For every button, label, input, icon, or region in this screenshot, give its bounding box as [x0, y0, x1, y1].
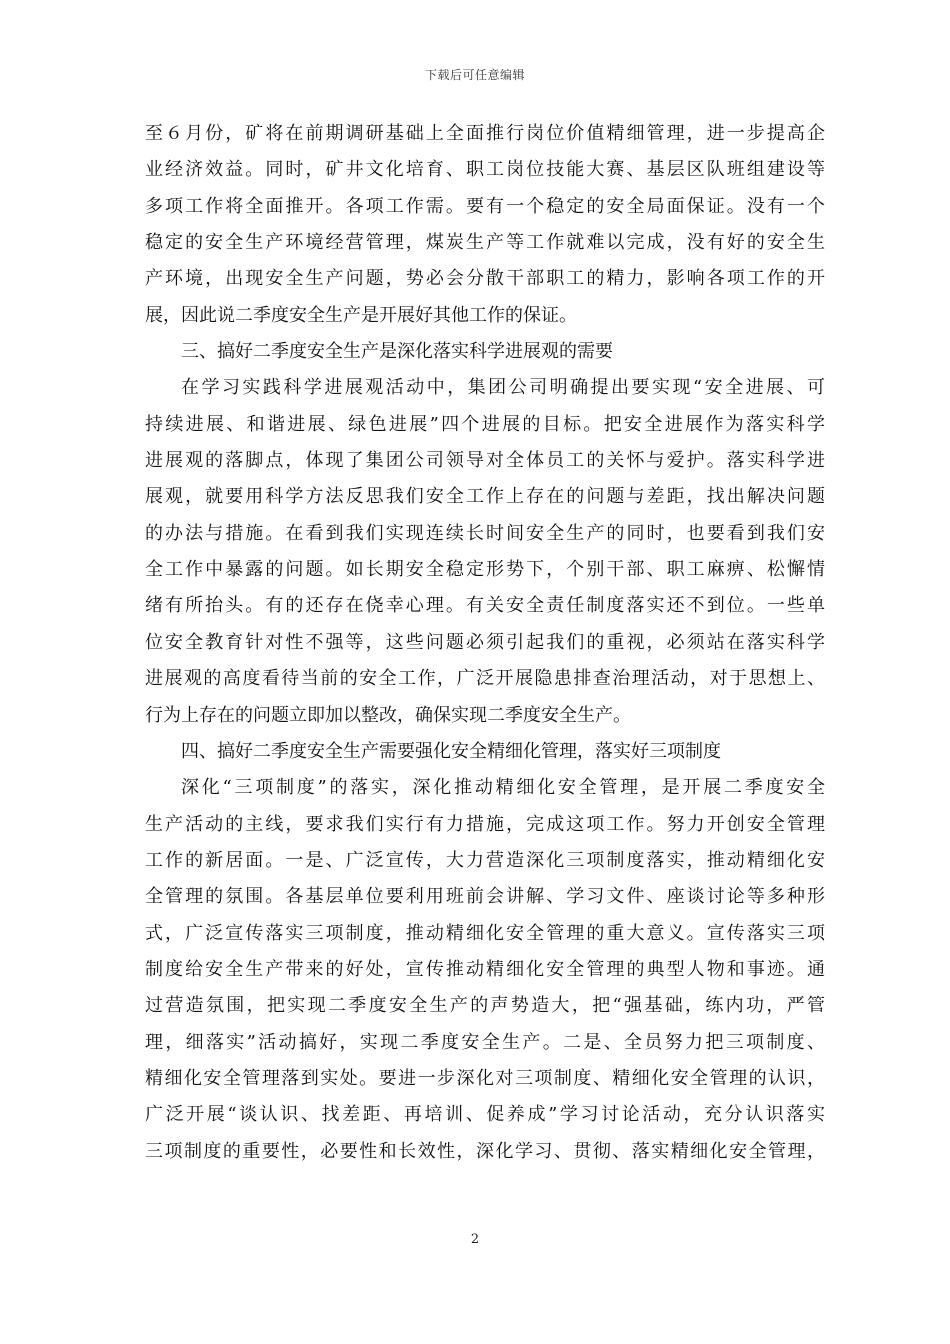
- text-line: 业经济效益。同时，矿井文化培育、职工岗位技能大赛、基层区队班组建设等: [145, 159, 825, 181]
- text-line: 的办法与措施。在看到我们实现连续长时间安全生产的同时，也要看到我们安: [145, 522, 825, 544]
- text-line: 工作的新居面。一是、广泛宣传，大力营造深化三项制度落实，推动精细化安: [145, 849, 825, 871]
- text-line: 展观，就要用科学方法反思我们安全工作上存在的问题与差距，找出解决问题: [145, 486, 825, 508]
- text-line: 在学习实践科学进展观活动中，集团公司明确提出要实现“安全进展、可: [181, 377, 825, 399]
- text-line: 深化“三项制度”的落实，深化推动精细化安全管理，是开展二季度安全: [181, 777, 825, 799]
- text-line: 全管理的氛围。各基层单位要利用班前会讲解、学习文件、座谈讨论等多种形: [145, 886, 825, 908]
- text-line: 展，因此说二季度安全生产是开展好其他工作的保证。: [145, 304, 577, 326]
- text-line: 进展观的高度看待当前的安全工作，广泛开展隐患排查治理活动，对于思想上、: [145, 668, 825, 690]
- text-line: 三项制度的重要性，必要性和长效性，深化学习、贯彻、落实精细化安全管理，: [145, 1140, 825, 1162]
- page-header-note: 下载后可任意编辑: [424, 68, 525, 82]
- text-line: 稳定的安全生产环境经营管理，煤炭生产等工作就难以完成，没有好的安全生: [145, 232, 825, 254]
- text-line: 至６月份，矿将在前期调研基础上全面推行岗位价值精细管理，进一步提高企: [145, 123, 825, 144]
- section-heading: 三、搞好二季度安全生产是深化落实科学进展观的需要: [181, 341, 613, 363]
- text-line: 过营造氛围，把实现二季度安全生产的声势造大，把“强基础，练内功，严管: [145, 995, 825, 1017]
- paragraph: [145, 116, 825, 334]
- text-line: 广泛开展“谈认识、找差距、再培训、促养成”学习讨论活动，充分认识落实: [145, 1104, 825, 1126]
- text-line: 理，细落实”活动搞好，实现二季度安全生产。二是、全员努力把三项制度、: [145, 1031, 825, 1053]
- text-line: 产环境，出现安全生产问题，势必会分散干部职工的精力，影响各项工作的开: [145, 268, 825, 290]
- text-line: 精细化安全管理落到实处。要进一步深化对三项制度、精细化安全管理的认识，: [145, 1067, 825, 1089]
- text-line: 多项工作将全面推开。各项工作需。要有一个稳定的安全局面保证。没有一个: [145, 195, 825, 217]
- document-body: [145, 116, 825, 1170]
- text-line: 绪有所抬头。有的还存在侥幸心理。有关安全责任制度落实还不到位。一些单: [145, 595, 825, 617]
- text-line: 全工作中暴露的问题。如长期安全稳定形势下，个别干部、职工麻痹、松懈情: [145, 559, 825, 581]
- page-number: 2: [470, 1232, 480, 1247]
- text-line: 位安全教育针对性不强等，这些问题必须引起我们的重视，必须站在落实科学: [145, 631, 825, 653]
- text-line: 制度给安全生产带来的好处，宣传推动精细化安全管理的典型人物和事迹。通: [145, 958, 825, 980]
- text-line: 持续进展、和谐进展、绿色进展”四个进展的目标。把安全进展作为落实科学: [145, 413, 825, 435]
- section-heading: 四、搞好二季度安全生产需要强化安全精细化管理，落实好三项制度: [181, 740, 721, 762]
- paragraph: [145, 370, 825, 733]
- text-line: 行为上存在的问题立即加以整改，确保实现二季度安全生产。: [145, 704, 631, 726]
- text-line: 式，广泛宣传落实三项制度，推动精细化安全管理的重大意义。宣传落实三项: [145, 922, 825, 944]
- text-line: 进展观的落脚点，体现了集团公司领导对全体员工的关怀与爱护。落实科学进: [145, 450, 825, 472]
- text-line: 生产活动的主线，要求我们实行有力措施，完成这项工作。努力开创安全管理: [145, 813, 825, 835]
- paragraph: [145, 770, 825, 1170]
